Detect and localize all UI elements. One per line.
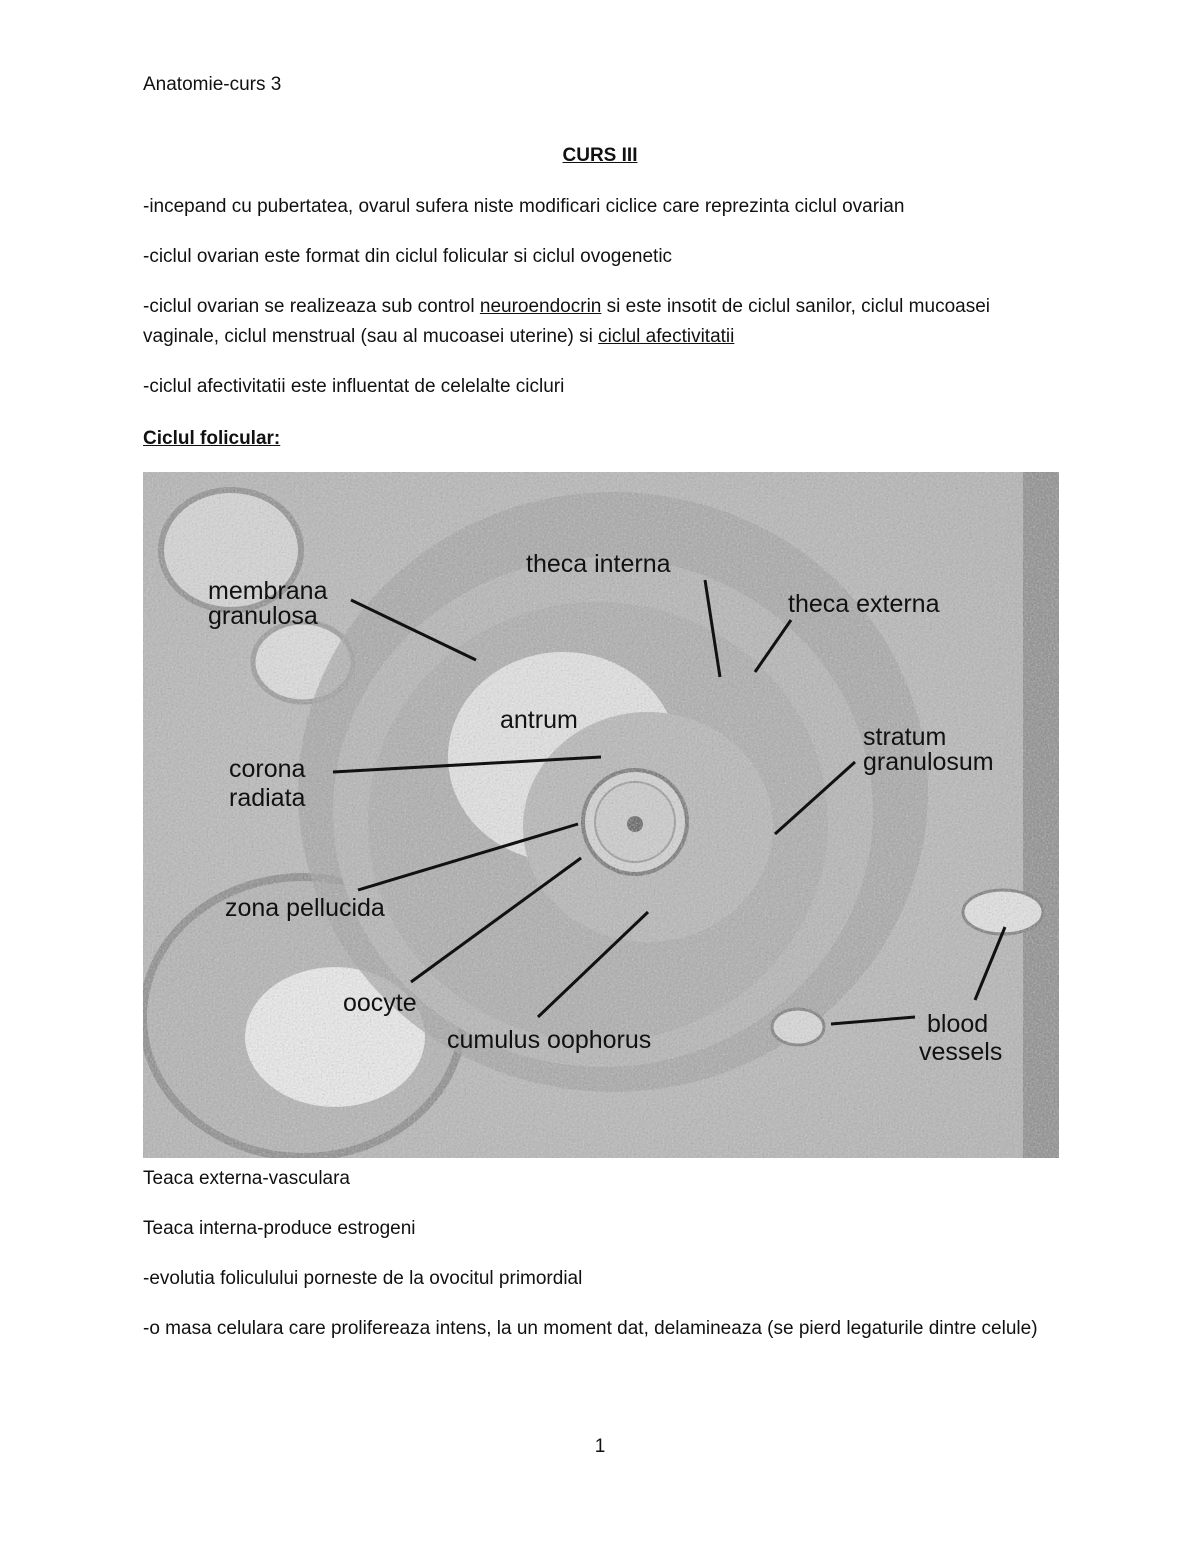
follicle-diagram-svg <box>143 472 1059 1158</box>
page-title: CURS III <box>562 145 638 166</box>
label-vessels: vessels <box>919 1038 1003 1066</box>
paragraph-6: Teaca interna-produce estrogeni <box>143 1218 416 1239</box>
section-heading: Ciclul folicular: <box>143 428 281 449</box>
label-theca-interna: theca interna <box>526 550 671 578</box>
paragraph-1: -incepand cu pubertatea, ovarul sufera niste modificari ciclice care reprezinta ciclul ovarian <box>143 196 905 217</box>
page-number: 1 <box>594 1436 606 1457</box>
paragraph-3-text-a: -ciclul ovarian se realizeaza sub control <box>143 296 480 317</box>
paragraph-3 <box>143 292 1063 352</box>
underlined-term-afectivitatii: ciclul afectivitatii <box>598 326 735 347</box>
label-granulosum: granulosum <box>863 748 994 776</box>
label-stratum: stratum <box>863 723 947 751</box>
label-oocyte: oocyte <box>343 989 417 1017</box>
label-zona-pellucida: zona pellucida <box>225 894 385 922</box>
label-membrana: membrana <box>208 577 328 605</box>
label-cumulus-oophorus: cumulus oophorus <box>447 1026 652 1054</box>
paragraph-7: -evolutia foliculului porneste de la ovocitul primordial <box>143 1268 583 1289</box>
underlined-term-neuroendocrin: neuroendocrin <box>479 296 602 317</box>
label-corona: corona <box>229 755 306 783</box>
page-header: Anatomie-curs 3 <box>143 74 282 95</box>
label-antrum: antrum <box>500 706 578 734</box>
paragraph-4: -ciclul afectivitatii este influentat de celelalte cicluri <box>143 376 565 397</box>
paragraph-8: -o masa celulara care prolifereaza intens, la un moment dat, delamineaza (se pierd legaturile dintre celule) <box>143 1318 1038 1339</box>
label-radiata: radiata <box>229 784 306 812</box>
paragraph-5: Teaca externa-vasculara <box>143 1168 350 1189</box>
paragraph-2: -ciclul ovarian este format din ciclul folicular si ciclul ovogenetic <box>143 246 673 267</box>
label-granulosa: granulosa <box>208 602 318 630</box>
paragraph-3-text-b: si este insotit de ciclul sanilor, ciclul mucoasei vaginale, ciclul menstrual (sau al mucoasei uterine) si <box>143 296 990 347</box>
label-blood: blood <box>927 1010 989 1038</box>
follicle-micrograph <box>143 472 1059 1158</box>
label-theca-externa: theca externa <box>788 590 940 618</box>
